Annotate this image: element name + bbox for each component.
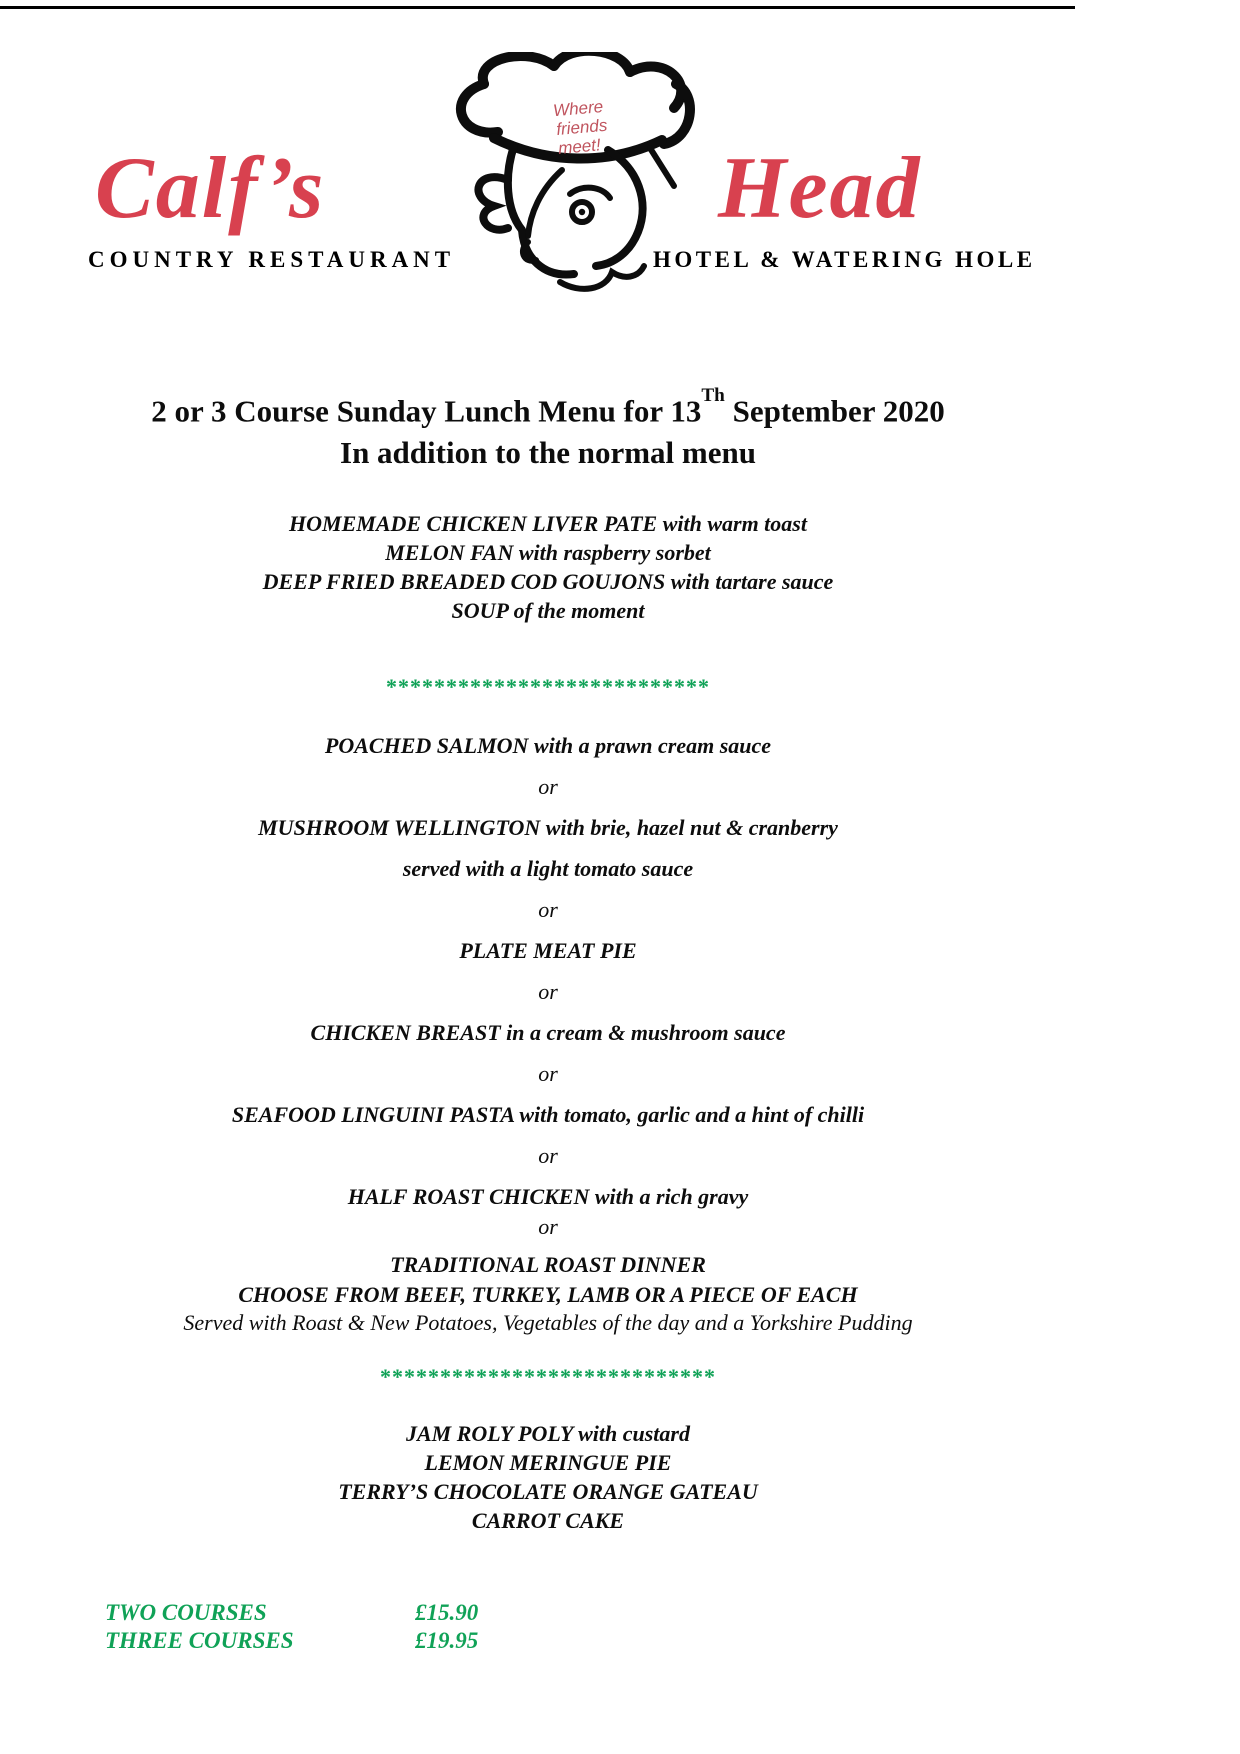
menu-title xyxy=(48,384,1048,474)
or-divider: or xyxy=(538,897,558,922)
dessert-item: TERRY’S CHOCOLATE ORANGE GATEAU xyxy=(338,1479,758,1504)
starter-item: DEEP FRIED BREADED COD GOUJONS with tartare sauce xyxy=(262,569,834,594)
price-amount: £15.90 xyxy=(415,1600,479,1625)
menu-title-superscript: Th xyxy=(701,384,725,406)
price-row xyxy=(105,1627,478,1655)
logo-tagline-hotel-watering-hole: HOTEL & WATERING HOLE xyxy=(653,247,1036,272)
main-course-item: TRADITIONAL ROAST DINNER xyxy=(390,1252,706,1277)
main-course-item: PLATE MEAT PIE xyxy=(459,938,637,963)
page-top-border-line xyxy=(0,6,1075,9)
cow-chef-hat-logo-illustration xyxy=(412,52,712,300)
starter-item: HOMEMADE CHICKEN LIVER PATE with warm toast xyxy=(289,511,807,536)
asterisk-divider: **************************** xyxy=(380,1364,716,1389)
price-row xyxy=(105,1599,478,1627)
menu-title-date-suffix: September 2020 xyxy=(724,393,945,429)
or-divider: or xyxy=(538,979,558,1004)
or-divider: or xyxy=(538,1061,558,1086)
main-course-item: CHICKEN BREAST in a cream & mushroom sauce xyxy=(310,1020,786,1045)
or-divider: or xyxy=(538,1143,558,1168)
price-label: THREE COURSES xyxy=(105,1628,294,1653)
hat-text-friends: friends xyxy=(555,115,609,140)
dessert-item: JAM ROLY POLY with custard xyxy=(406,1421,690,1446)
or-divider: or xyxy=(538,1214,558,1239)
main-course-item: POACHED SALMON with a prawn cream sauce xyxy=(324,733,772,758)
logo-tagline-country-restaurant: COUNTRY RESTAURANT xyxy=(88,247,456,272)
price-label: TWO COURSES xyxy=(105,1600,267,1625)
hat-text-where: Where xyxy=(552,96,604,121)
or-divider: or xyxy=(538,774,558,799)
main-course-item: MUSHROOM WELLINGTON with brie, hazel nut & cranberry xyxy=(258,815,838,840)
hat-text-meet: meet! xyxy=(557,135,602,158)
main-course-item: SEAFOOD LINGUINI PASTA with tomato, garlic and a hint of chilli xyxy=(231,1102,865,1127)
desserts-section xyxy=(48,1419,1048,1535)
starter-item: MELON FAN with raspberry sorbet xyxy=(385,540,711,565)
menu-title-line1 xyxy=(48,384,1048,432)
main-courses-section xyxy=(48,733,1048,1336)
prices-section xyxy=(105,1599,478,1655)
dessert-item: LEMON MERINGUE PIE xyxy=(424,1450,672,1475)
menu-title-text: 2 or 3 Course Sunday Lunch Menu for 13 xyxy=(151,393,702,429)
serving-note: Served with Roast & New Potatoes, Vegetables of the day and a Yorkshire Pudding xyxy=(183,1310,913,1335)
main-course-item-continuation: served with a light tomato sauce xyxy=(402,856,694,881)
dessert-item: CARROT CAKE xyxy=(471,1508,625,1533)
starter-item: SOUP of the moment xyxy=(451,598,645,623)
logo-text-calfs: Calf’s xyxy=(95,140,326,237)
menu-subtitle: In addition to the normal menu xyxy=(340,435,756,471)
starters-section xyxy=(48,509,1048,625)
main-course-item: HALF ROAST CHICKEN with a rich gravy xyxy=(347,1184,749,1209)
asterisk-divider: *************************** xyxy=(386,674,710,699)
price-amount: £19.95 xyxy=(415,1628,479,1653)
main-course-item: CHOOSE FROM BEEF, TURKEY, LAMB OR A PIECE OF EACH xyxy=(238,1282,858,1307)
logo-text-head: Head xyxy=(718,140,922,237)
